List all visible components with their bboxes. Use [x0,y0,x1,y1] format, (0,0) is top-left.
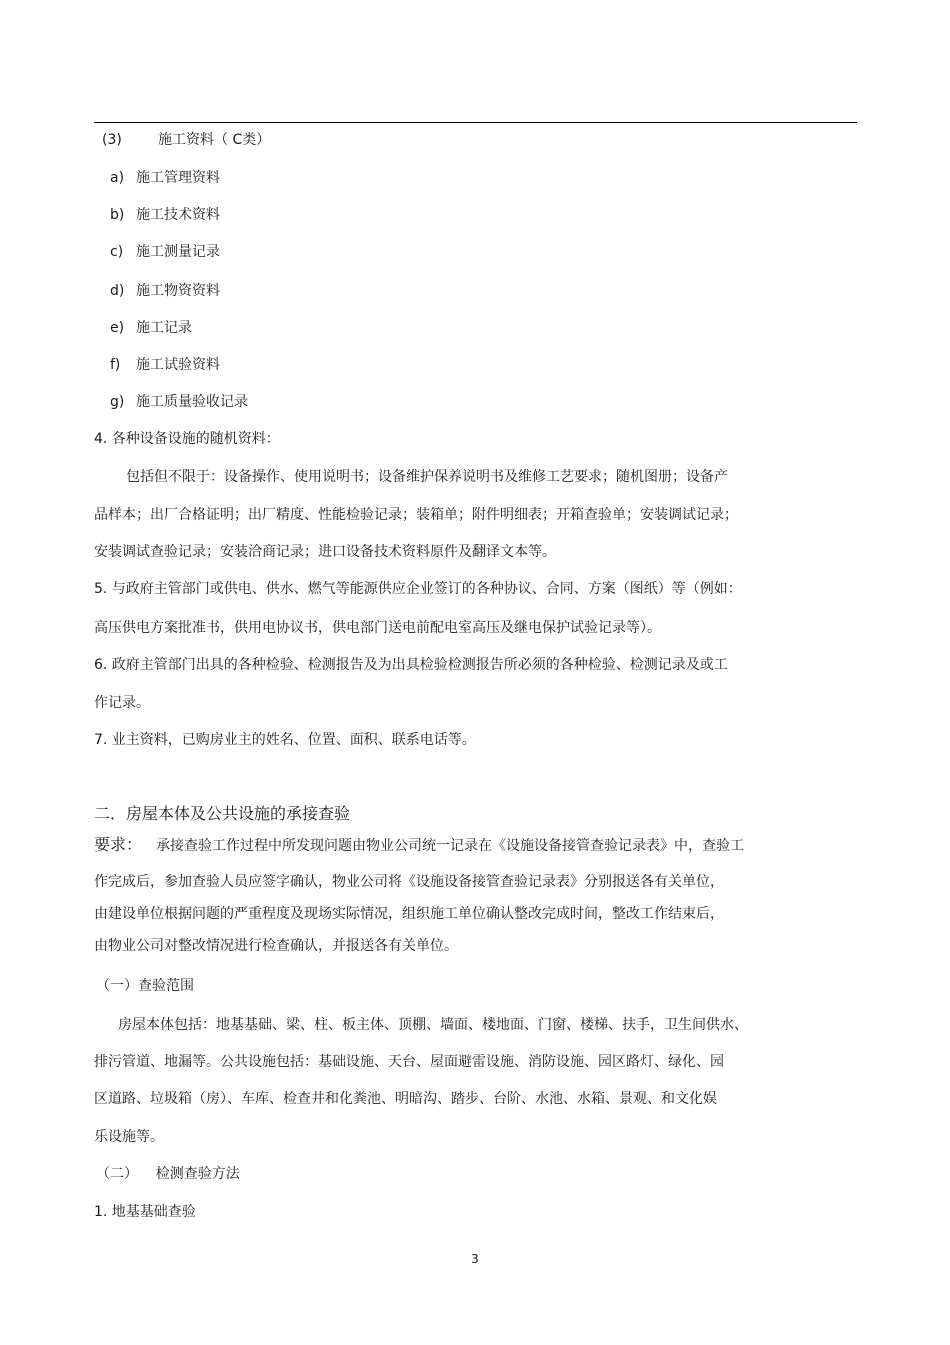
list-marker: g) [110,394,125,410]
scope-title: （一）查验范围 [96,978,194,994]
item5-line: 5. 与政府主管部门或供电、供水、燃气等能源供应企业签订的各种协议、合同、方案（图纸）等（例如： [94,581,742,597]
item4-title: 4. 各种设备设施的随机资料： [94,431,280,447]
section-c-heading [102,131,270,149]
list-item-text: 施工质量验收记录 [136,394,248,410]
scope-line: 房屋本体包括：地基基础、梁、柱、板主体、顶棚、墙面、楼地面、门窗、楼梯、扶手，卫生间供水、 [118,1017,748,1033]
list-marker: c) [110,244,124,260]
list-item-text: 施工测量记录 [136,244,220,260]
requirement-label: 要求： [94,835,143,854]
list-item-text: 施工物资资料 [136,283,220,299]
list-item-text: 施工技术资料 [136,207,220,223]
header-rule [94,122,857,123]
page-number: 3 [471,1252,479,1266]
scope-line: 乐设施等。 [94,1129,164,1145]
item6-line: 6. 政府主管部门出具的各种检验、检测报告及为出具检验检测报告所必须的各种检验、检测记录及或工 [94,657,728,673]
list-item [110,356,220,374]
requirement-text: 承接查验工作过程中所发现问题由物业公司统一记录在《设施设备接管查验记录表》中，查验工 [156,838,745,854]
list-item [110,393,248,411]
section2-heading: 二．房屋本体及公共设施的承接查验 [94,804,351,823]
list-item [110,206,220,224]
item7-text: 7. 业主资料，已购房业主的姓名、位置、面积、联系电话等。 [94,732,476,748]
item4-line: 品样本；出厂合格证明；出厂精度、性能检验记录；装箱单；附件明细表；开箱查验单；安装调试记录； [94,507,738,523]
item6-line: 作记录。 [94,695,150,711]
list-marker: d) [110,283,125,299]
list-item-text: 施工管理资料 [136,170,220,186]
item4-line: 安装调试查验记录；安装洽商记录；进口设备技术资料原件及翻译文本等。 [94,544,556,560]
list-marker: e) [110,320,125,336]
scope-line: 排污管道、地漏等。公共设施包括：基础设施、天台、屋面避雷设施、消防设施、园区路灯、绿化、园 [94,1054,724,1070]
requirement-line: 作完成后，参加查验人员应签字确认，物业公司将《设施设备接管查验记录表》分别报送各有关单位， [94,874,724,890]
list-item [110,243,220,261]
list-marker: a) [110,170,125,186]
methods-item1: 1. 地基基础查验 [94,1204,196,1220]
requirement-line [94,836,744,855]
section-c-label: (3) [102,132,122,148]
list-item [110,169,220,187]
list-marker: f) [110,357,121,373]
list-marker: b) [110,207,125,223]
scope-line: 区道路、垃圾箱（房）、车库、检查井和化粪池、明暗沟、踏步、台阶、水池、水箱、景观、和文化娱 [94,1091,717,1107]
list-item [110,282,220,300]
list-item-text: 施工试验资料 [136,357,220,373]
methods-title: （二） 检测查验方法 [96,1166,240,1182]
item4-line: 包括但不限于：设备操作、使用说明书；设备维护保养说明书及维修工艺要求；随机图册；设备产 [126,469,728,485]
requirement-line: 由建设单位根据问题的严重程度及现场实际情况，组织施工单位确认整改完成时间，整改工作结束后， [94,906,724,922]
item5-line: 高压供电方案批准书，供用电协议书，供电部门送电前配电室高压及继电保护试验记录等）。 [94,620,661,636]
list-item-text: 施工记录 [136,320,192,336]
requirement-line: 由物业公司对整改情况进行检查确认，并报送各有关单位。 [94,938,458,954]
list-item [110,319,192,337]
section-c-title: 施工资料（ C类） [158,132,271,148]
